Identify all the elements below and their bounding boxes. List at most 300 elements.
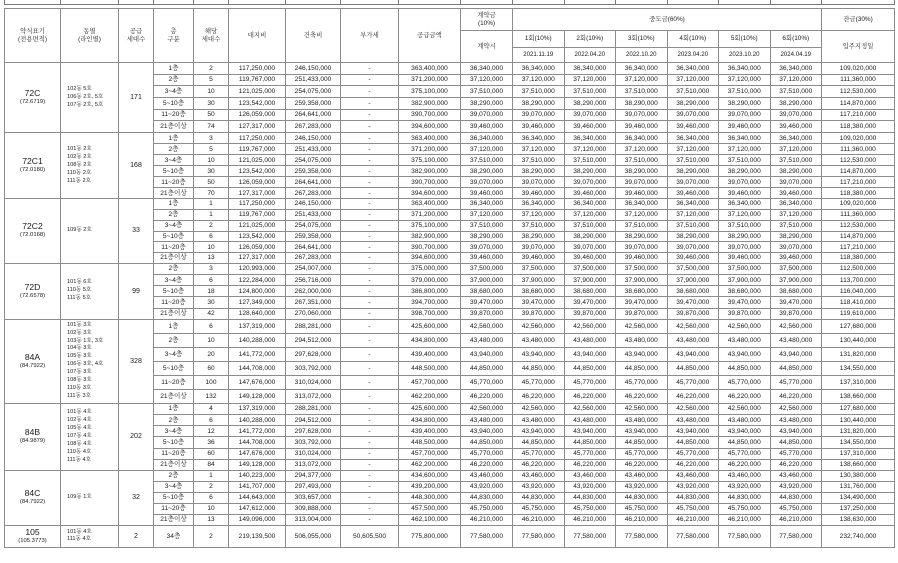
middle-payment-4-cell: 45,750,000: [667, 503, 719, 514]
middle-payment-4-cell: 43,940,000: [667, 426, 719, 437]
middle-payment-2-cell: 42,560,000: [564, 319, 616, 333]
middle-payment-4-cell: 45,770,000: [667, 375, 719, 389]
middle-payment-2-cell: 44,850,000: [564, 437, 616, 448]
middle-payment-3-cell: 43,940,000: [616, 426, 668, 437]
land-cost-cell: 117,250,000: [229, 133, 286, 144]
unit-type-code: 84C: [24, 488, 41, 499]
header-unit-count-line1: 해당: [204, 28, 218, 36]
land-cost-cell: 126,059,000: [229, 242, 286, 253]
middle-payment-4-cell: 39,070,000: [667, 109, 719, 121]
middle-payment-3-cell: 38,680,000: [616, 286, 668, 297]
vat-cell: -: [341, 275, 399, 286]
supply-price-cell: 371,200,000: [399, 209, 461, 220]
middle-payment-2-cell: 45,770,000: [564, 448, 616, 459]
contract-deposit-cell: 46,220,000: [461, 459, 513, 470]
header-supply-units-line1: 공급: [129, 28, 143, 36]
building-cost-cell: 254,075,000: [286, 220, 341, 231]
floor-range-cell: 5~10층: [154, 166, 194, 177]
supply-price-cell: 439,400,000: [399, 426, 461, 437]
contract-deposit-cell: 43,920,000: [461, 481, 513, 492]
middle-payment-4-cell: 45,770,000: [667, 448, 719, 459]
empty-cell: [194, 0, 229, 5]
middle-payment-2-cell: 37,120,000: [564, 209, 616, 220]
dong-line-cell: [61, 133, 119, 199]
middle-payment-3-cell: 43,920,000: [616, 481, 668, 492]
land-cost-cell: 149,128,000: [229, 459, 286, 470]
middle-payment-1-cell: 44,850,000: [513, 361, 565, 375]
supply-price-cell: 371,200,000: [399, 74, 461, 86]
unit-count-cell: 12: [194, 426, 229, 437]
middle-payment-2-cell: 38,290,000: [564, 231, 616, 242]
middle-payment-2-cell: 46,210,000: [564, 514, 616, 525]
building-cost-cell: 288,281,000: [286, 403, 341, 414]
balance-cell: 116,040,000: [822, 286, 895, 297]
contract-deposit-cell: 37,120,000: [461, 144, 513, 155]
middle-payment-6-cell: 37,120,000: [770, 144, 822, 155]
vat-cell: -: [341, 242, 399, 253]
middle-payment-5-cell: 44,850,000: [719, 361, 771, 375]
vat-cell: -: [341, 375, 399, 389]
building-cost-cell: 264,641,000: [286, 109, 341, 121]
dong-line: 102동 5호: [67, 85, 92, 92]
middle-payment-5-cell: 37,900,000: [719, 275, 771, 286]
middle-payment-3-cell: 39,870,000: [616, 308, 668, 319]
middle-payment-3-cell: 77,580,000: [616, 525, 668, 547]
middle-payment-1-cell: 45,750,000: [513, 503, 565, 514]
middle-payment-3-cell: 37,120,000: [616, 144, 668, 155]
land-cost-cell: 119,767,000: [229, 144, 286, 155]
middle-payment-5-cell: 38,680,000: [719, 286, 771, 297]
table-row: [5, 63, 895, 75]
header-unit-count: [194, 9, 229, 63]
middle-payment-5-cell: 38,290,000: [719, 231, 771, 242]
supply-price-cell: 425,600,000: [399, 319, 461, 333]
land-cost-cell: 127,349,000: [229, 297, 286, 308]
middle-payment-6-cell: 43,480,000: [770, 415, 822, 426]
middle-payment-1-cell: 39,460,000: [513, 188, 565, 199]
contract-deposit-cell: 37,510,000: [461, 220, 513, 231]
contract-deposit-cell: 36,340,000: [461, 133, 513, 144]
land-cost-cell: 127,317,000: [229, 188, 286, 199]
middle-payment-6-cell: 44,830,000: [770, 492, 822, 503]
middle-payment-2-cell: 39,460,000: [564, 253, 616, 264]
middle-payment-6-cell: 46,220,000: [770, 459, 822, 470]
table-row: [5, 525, 895, 547]
middle-payment-5-cell: 37,510,000: [719, 155, 771, 166]
middle-payment-5-cell: 39,460,000: [719, 188, 771, 199]
building-cost-cell: 297,628,000: [286, 426, 341, 437]
header-unit-type: [5, 9, 61, 63]
middle-payment-5-cell: 44,850,000: [719, 437, 771, 448]
empty-cell: [719, 0, 771, 5]
contract-deposit-cell: 45,770,000: [461, 448, 513, 459]
floor-range-cell: 1층: [154, 133, 194, 144]
middle-payment-4-cell: 37,900,000: [667, 275, 719, 286]
header-contract-when: 계약시: [461, 31, 513, 63]
middle-payment-2-cell: 38,680,000: [564, 286, 616, 297]
middle-payment-6-cell: 37,120,000: [770, 74, 822, 86]
middle-payment-1-cell: 43,920,000: [513, 481, 565, 492]
building-cost-cell: 294,512,000: [286, 415, 341, 426]
vat-cell: -: [341, 209, 399, 220]
middle-payment-2-cell: 43,920,000: [564, 481, 616, 492]
supply-price-cell: 363,400,000: [399, 199, 461, 210]
land-cost-cell: 122,284,000: [229, 275, 286, 286]
middle-payment-5-cell: 39,460,000: [719, 253, 771, 264]
middle-payment-2-cell: 36,340,000: [564, 133, 616, 144]
vat-cell: -: [341, 448, 399, 459]
land-cost-cell: 144,708,000: [229, 361, 286, 375]
building-cost-cell: 270,060,000: [286, 308, 341, 319]
contract-deposit-cell: 46,210,000: [461, 514, 513, 525]
middle-payment-1-cell: 38,680,000: [513, 286, 565, 297]
land-cost-cell: 120,993,000: [229, 263, 286, 274]
dong-line: 111동 3호: [67, 393, 91, 400]
floor-range-cell: 5~10층: [154, 437, 194, 448]
middle-payment-2-cell: 45,770,000: [564, 375, 616, 389]
empty-cell: [616, 0, 668, 5]
building-cost-cell: 309,888,000: [286, 503, 341, 514]
middle-payment-4-cell: 38,290,000: [667, 98, 719, 110]
balance-cell: 119,610,000: [822, 308, 895, 319]
middle-payment-1-cell: 37,510,000: [513, 86, 565, 98]
unit-count-cell: 36: [194, 437, 229, 448]
balance-cell: 117,210,000: [822, 109, 895, 121]
supply-units-cell: 328: [119, 319, 154, 403]
contract-deposit-cell: 37,120,000: [461, 209, 513, 220]
middle-payment-1-cell: 36,340,000: [513, 199, 565, 210]
unit-type-cell: [5, 263, 61, 319]
middle-payment-6-cell: 43,460,000: [770, 470, 822, 481]
contract-deposit-cell: 42,560,000: [461, 403, 513, 414]
middle-payment-4-cell: 42,560,000: [667, 319, 719, 333]
floor-range-cell: 11~20층: [154, 448, 194, 459]
middle-payment-6-cell: 37,510,000: [770, 220, 822, 231]
vat-cell: -: [341, 220, 399, 231]
floor-range-cell: 3~4층: [154, 86, 194, 98]
vat-cell: -: [341, 63, 399, 75]
middle-payment-6-cell: 39,470,000: [770, 297, 822, 308]
empty-cell: [154, 0, 194, 5]
land-cost-cell: 127,317,000: [229, 121, 286, 133]
middle-payment-5-cell: 37,500,000: [719, 263, 771, 274]
contract-deposit-cell: 39,460,000: [461, 121, 513, 133]
balance-cell: 131,820,000: [822, 426, 895, 437]
land-cost-cell: 127,317,000: [229, 253, 286, 264]
empty-cell: [667, 0, 719, 5]
middle-payment-4-cell: 38,680,000: [667, 286, 719, 297]
middle-payment-6-cell: 44,850,000: [770, 437, 822, 448]
supply-units-cell: 171: [119, 63, 154, 133]
floor-range-cell: 3~4층: [154, 347, 194, 361]
balance-cell: 137,250,000: [822, 503, 895, 514]
middle-payment-2-cell: 37,120,000: [564, 74, 616, 86]
empty-cell: [286, 0, 341, 5]
balance-cell: 111,360,000: [822, 209, 895, 220]
dong-line: 108동 2호: [67, 161, 92, 168]
dong-line: 108동 3호: [67, 377, 92, 384]
middle-payment-4-cell: 44,850,000: [667, 361, 719, 375]
unit-type-area: (105.3773): [18, 537, 47, 544]
unit-type-area: (72.0168): [19, 232, 46, 239]
vat-cell: -: [341, 286, 399, 297]
empty-cell: [461, 0, 513, 5]
contract-deposit-cell: 43,480,000: [461, 333, 513, 347]
dong-line-cell: [61, 199, 119, 264]
empty-cell: [5, 0, 61, 5]
unit-count-cell: 50: [194, 109, 229, 121]
unit-count-cell: 13: [194, 514, 229, 525]
middle-payment-2-cell: 43,940,000: [564, 347, 616, 361]
middle-payment-5-cell: 44,830,000: [719, 492, 771, 503]
middle-payment-5-cell: 45,770,000: [719, 375, 771, 389]
dong-line-cell: [61, 470, 119, 525]
header-installment-2-date: 2022.04.20: [564, 48, 616, 63]
contract-deposit-cell: 39,460,000: [461, 253, 513, 264]
dong-line: 105동 3호: [67, 353, 92, 360]
floor-range-cell: 34층: [154, 525, 194, 547]
middle-payment-3-cell: 39,460,000: [616, 121, 668, 133]
vat-cell: -: [341, 481, 399, 492]
dong-line-cell: [61, 319, 119, 403]
middle-payment-3-cell: 37,120,000: [616, 74, 668, 86]
contract-deposit-cell: 39,460,000: [461, 188, 513, 199]
middle-payment-3-cell: 44,850,000: [616, 437, 668, 448]
header-installment-3-date: 2022.10.20: [616, 48, 668, 63]
balance-cell: 134,490,000: [822, 492, 895, 503]
land-cost-cell: 124,800,000: [229, 286, 286, 297]
table-row: [5, 470, 895, 481]
middle-payment-1-cell: 39,870,000: [513, 308, 565, 319]
header-unit-count-line2: 세대수: [201, 35, 221, 43]
balance-cell: 109,020,000: [822, 133, 895, 144]
dong-line: 105동 4호: [67, 425, 92, 431]
middle-payment-1-cell: 37,510,000: [513, 220, 565, 231]
unit-count-cell: 6: [194, 492, 229, 503]
unit-count-cell: 2: [194, 481, 229, 492]
middle-payment-1-cell: 43,940,000: [513, 426, 565, 437]
balance-cell: 131,760,000: [822, 481, 895, 492]
unit-type-cell: [5, 403, 61, 470]
middle-payment-4-cell: 77,580,000: [667, 525, 719, 547]
supply-price-cell: 457,700,000: [399, 448, 461, 459]
contract-deposit-cell: 36,340,000: [461, 199, 513, 210]
building-cost-cell: 313,072,000: [286, 459, 341, 470]
unit-type-code: 72C1: [22, 156, 43, 166]
middle-payment-5-cell: 37,120,000: [719, 74, 771, 86]
middle-payment-5-cell: 43,920,000: [719, 481, 771, 492]
floor-range-cell: 3~4층: [154, 481, 194, 492]
vat-cell: -: [341, 389, 399, 403]
supply-units-cell: 202: [119, 403, 154, 470]
middle-payment-4-cell: 37,510,000: [667, 220, 719, 231]
supply-price-cell: 398,700,000: [399, 308, 461, 319]
balance-cell: 138,660,000: [822, 459, 895, 470]
floor-range-cell: 21층이상: [154, 188, 194, 199]
header-installment-5: 5회(10%): [719, 31, 771, 48]
middle-payment-5-cell: 37,510,000: [719, 86, 771, 98]
unit-count-cell: 70: [194, 188, 229, 199]
middle-payment-5-cell: 46,220,000: [719, 389, 771, 403]
floor-range-cell: 2층: [154, 74, 194, 86]
middle-payment-5-cell: 46,210,000: [719, 514, 771, 525]
middle-payment-4-cell: 36,340,000: [667, 199, 719, 210]
balance-cell: 138,630,000: [822, 514, 895, 525]
vat-cell: -: [341, 109, 399, 121]
middle-payment-5-cell: 39,070,000: [719, 242, 771, 253]
vat-cell: -: [341, 166, 399, 177]
contract-deposit-cell: 39,870,000: [461, 308, 513, 319]
middle-payment-2-cell: 45,750,000: [564, 503, 616, 514]
unit-count-cell: 3: [194, 133, 229, 144]
middle-payment-1-cell: 43,480,000: [513, 415, 565, 426]
supply-price-cell: 439,400,000: [399, 347, 461, 361]
supply-price-cell: 448,500,000: [399, 437, 461, 448]
unit-count-cell: 20: [194, 347, 229, 361]
floor-range-cell: 3~4층: [154, 220, 194, 231]
balance-cell: 232,740,000: [822, 525, 895, 547]
unit-count-cell: 10: [194, 155, 229, 166]
land-cost-cell: 123,542,000: [229, 166, 286, 177]
header-installment-4-date: 2023.04.20: [667, 48, 719, 63]
vat-cell: -: [341, 514, 399, 525]
land-cost-cell: 140,288,000: [229, 333, 286, 347]
contract-deposit-cell: 38,290,000: [461, 231, 513, 242]
vat-cell: -: [341, 308, 399, 319]
balance-cell: 114,870,000: [822, 166, 895, 177]
vat-cell: -: [341, 155, 399, 166]
header-dong: [61, 9, 119, 63]
supply-price-cell: 448,500,000: [399, 361, 461, 375]
unit-count-cell: 60: [194, 448, 229, 459]
middle-payment-1-cell: 39,070,000: [513, 109, 565, 121]
unit-type-area: (72.6719): [19, 98, 46, 105]
balance-cell: 134,550,000: [822, 437, 895, 448]
contract-deposit-cell: 39,070,000: [461, 109, 513, 121]
middle-payment-1-cell: 43,940,000: [513, 347, 565, 361]
supply-price-cell: 371,200,000: [399, 144, 461, 155]
unit-count-cell: 30: [194, 166, 229, 177]
middle-payment-3-cell: 43,940,000: [616, 347, 668, 361]
middle-payment-4-cell: 46,220,000: [667, 459, 719, 470]
middle-payment-1-cell: 37,900,000: [513, 275, 565, 286]
balance-cell: 137,310,000: [822, 375, 895, 389]
balance-cell: 138,660,000: [822, 389, 895, 403]
dong-line: 111동 5호: [67, 295, 91, 302]
middle-payment-2-cell: 39,460,000: [564, 188, 616, 199]
building-cost-cell: 264,641,000: [286, 242, 341, 253]
balance-cell: 118,410,000: [822, 297, 895, 308]
table-row: [5, 319, 895, 333]
contract-deposit-cell: 44,850,000: [461, 361, 513, 375]
middle-payment-5-cell: 36,340,000: [719, 199, 771, 210]
header-floor: [154, 9, 194, 63]
header-middle-payment: 중도금(60%): [513, 9, 822, 31]
floor-range-cell: 2층: [154, 209, 194, 220]
header-installment-1: 1회(10%): [513, 31, 565, 48]
middle-payment-1-cell: 77,580,000: [513, 525, 565, 547]
middle-payment-5-cell: 43,480,000: [719, 333, 771, 347]
floor-range-cell: 21층이상: [154, 253, 194, 264]
balance-cell: 114,870,000: [822, 231, 895, 242]
contract-deposit-cell: 43,480,000: [461, 415, 513, 426]
header-unit-type-label: 약식표기: [20, 28, 45, 36]
floor-range-cell: 2층: [154, 333, 194, 347]
unit-type-area: (72.6578): [19, 292, 46, 299]
unit-type-code: 72D: [24, 281, 41, 292]
middle-payment-1-cell: 38,290,000: [513, 231, 565, 242]
contract-deposit-cell: 39,070,000: [461, 242, 513, 253]
unit-type-code: 105: [25, 526, 40, 537]
middle-payment-4-cell: 36,340,000: [667, 63, 719, 75]
land-cost-cell: 144,708,000: [229, 437, 286, 448]
floor-range-cell: 11~20층: [154, 375, 194, 389]
unit-count-cell: 1: [194, 470, 229, 481]
middle-payment-2-cell: 39,460,000: [564, 121, 616, 133]
building-cost-cell: 297,493,000: [286, 481, 341, 492]
floor-range-cell: 1층: [154, 403, 194, 414]
dong-line-cell: [61, 263, 119, 319]
middle-payment-3-cell: 37,900,000: [616, 275, 668, 286]
middle-payment-2-cell: 37,900,000: [564, 275, 616, 286]
building-cost-cell: 256,716,000: [286, 275, 341, 286]
contract-deposit-cell: 37,900,000: [461, 275, 513, 286]
header-contract-deposit: [461, 9, 513, 31]
middle-payment-4-cell: 36,340,000: [667, 133, 719, 144]
middle-payment-6-cell: 43,940,000: [770, 426, 822, 437]
land-cost-cell: 123,542,000: [229, 231, 286, 242]
empty-cell: [770, 0, 822, 5]
supply-units-cell: 168: [119, 133, 154, 199]
middle-payment-4-cell: 39,460,000: [667, 253, 719, 264]
dong-line: 101동 3호: [67, 321, 92, 328]
middle-payment-4-cell: 37,120,000: [667, 209, 719, 220]
middle-payment-4-cell: 46,210,000: [667, 514, 719, 525]
unit-count-cell: 18: [194, 286, 229, 297]
middle-payment-3-cell: 46,210,000: [616, 514, 668, 525]
vat-cell: -: [341, 333, 399, 347]
supply-price-cell: 382,900,000: [399, 231, 461, 242]
middle-payment-2-cell: 37,510,000: [564, 220, 616, 231]
header-installment-3: 3회(10%): [616, 31, 668, 48]
header-installment-6-date: 2024.04.19: [770, 48, 822, 63]
land-cost-cell: 147,612,000: [229, 503, 286, 514]
balance-cell: 112,530,000: [822, 155, 895, 166]
middle-payment-3-cell: 37,120,000: [616, 209, 668, 220]
middle-payment-5-cell: 77,580,000: [719, 525, 771, 547]
middle-payment-6-cell: 39,070,000: [770, 177, 822, 188]
middle-payment-6-cell: 39,070,000: [770, 109, 822, 121]
floor-range-cell: 2층: [154, 144, 194, 155]
middle-payment-4-cell: 39,460,000: [667, 121, 719, 133]
building-cost-cell: 251,433,000: [286, 209, 341, 220]
middle-payment-3-cell: 36,340,000: [616, 63, 668, 75]
cut-off-row: [5, 0, 895, 5]
building-cost-cell: 288,281,000: [286, 319, 341, 333]
unit-count-cell: 2: [194, 63, 229, 75]
middle-payment-6-cell: 38,290,000: [770, 166, 822, 177]
middle-payment-5-cell: 39,070,000: [719, 177, 771, 188]
contract-deposit-cell: 37,500,000: [461, 263, 513, 274]
supply-price-cell: 394,700,000: [399, 297, 461, 308]
middle-payment-4-cell: 37,510,000: [667, 86, 719, 98]
land-cost-cell: 121,025,000: [229, 86, 286, 98]
land-cost-cell: 219,139,500: [229, 525, 286, 547]
floor-range-cell: 11~20층: [154, 297, 194, 308]
middle-payment-6-cell: 39,870,000: [770, 308, 822, 319]
floor-range-cell: 21층이상: [154, 459, 194, 470]
dong-line: 107동 2호, 5호: [67, 101, 104, 108]
